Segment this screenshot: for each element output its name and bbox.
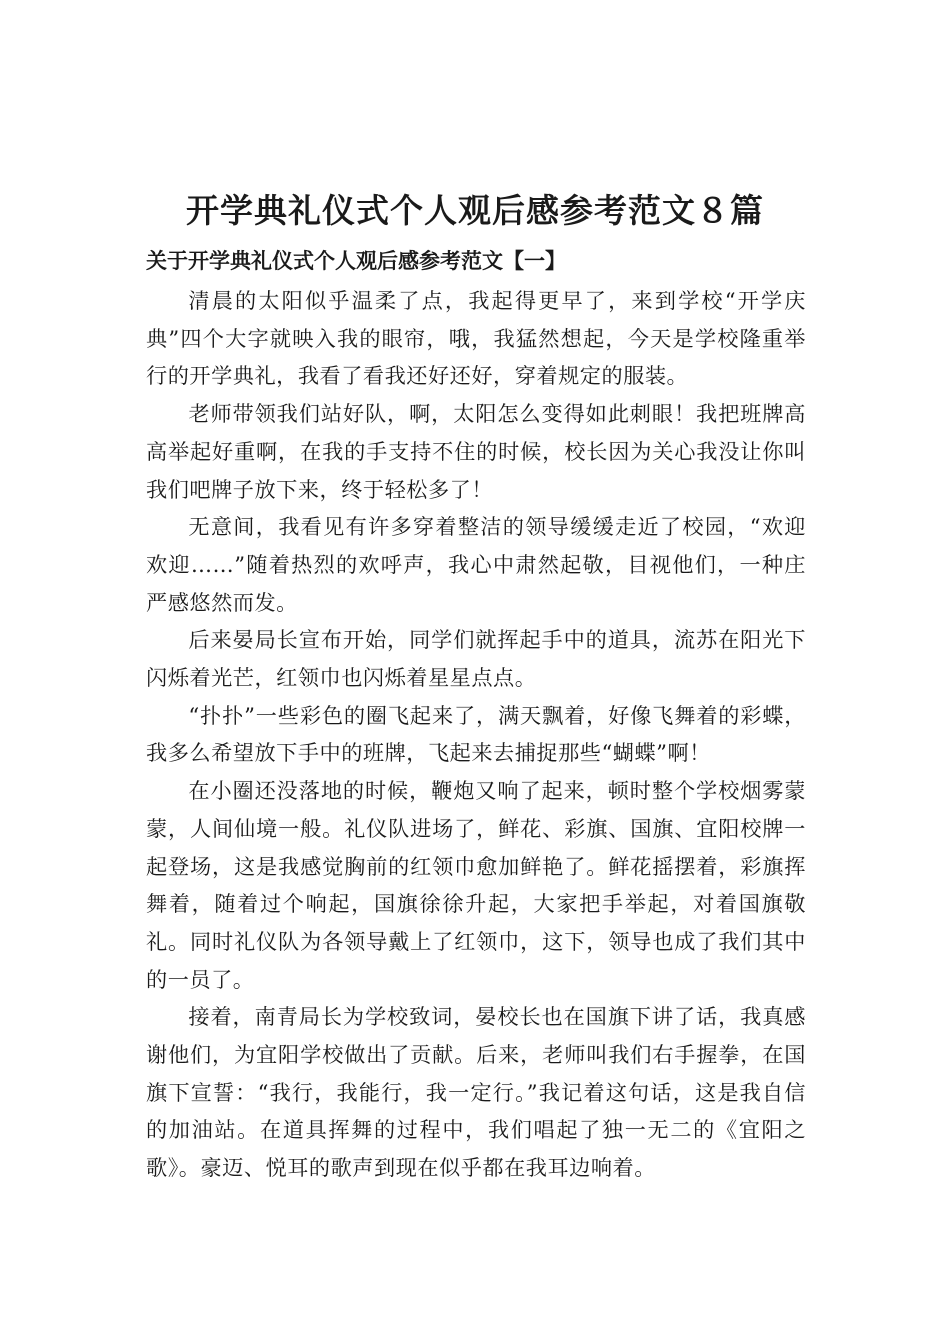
- document-body: [146, 282, 806, 1187]
- paragraph: 在小圈还没落地的时候，鞭炮又响了起来，顿时整个学校烟雾蒙蒙，人间仙境一般。礼仪队进场了，鲜花、彩旗、国旗、宜阳校牌一起登场，这是我感觉胸前的红领巾愈加鲜艳了。鲜花摇摆着，彩旗挥舞着，随着过个响起，国旗徐徐升起，大家把手举起，对着国旗敬礼。同时礼仪队为各领导戴上了红领巾，这下，领导也成了我们其中的一员了。: [146, 778, 806, 992]
- paragraph: 老师带领我们站好队，啊，太阳怎么变得如此刺眼！我把班牌高高举起好重啊，在我的手支持不住的时候，校长因为关心我没让你叫我们吧牌子放下来，终于轻松多了！: [146, 401, 806, 502]
- section-heading: 关于开学典礼仪式个人观后感参考范文【一】: [146, 249, 566, 273]
- document-title: 开学典礼仪式个人观后感参考范文８篇: [186, 191, 764, 230]
- paragraph: 接着，南青局长为学校致词，晏校长也在国旗下讲了话，我真感谢他们，为宜阳学校做出了贡献。后来，老师叫我们右手握拳，在国旗下宣誓：“我行，我能行，我一定行。”我记着这句话，这是我自信的加油站。在道具挥舞的过程中，我们唱起了独一无二的《宜阳之歌》。豪迈、悦耳的歌声到现在似乎都在我耳边响着。: [146, 1004, 806, 1181]
- paragraph: 清晨的太阳似乎温柔了点，我起得更早了，来到学校“开学庆典”四个大字就映入我的眼帘，哦，我猛然想起，今天是学校隆重举行的开学典礼，我看了看我还好还好，穿着规定的服装。: [146, 288, 806, 389]
- paragraph: “扑扑”一些彩色的圈飞起来了，满天飘着，好像飞舞着的彩蝶，我多么希望放下手中的班牌，飞起来去捕捉那些“蝴蝶”啊！: [146, 702, 806, 766]
- paragraph: 无意间，我看见有许多穿着整洁的领导缓缓走近了校园，“欢迎欢迎……”随着热烈的欢呼声，我心中肃然起敬，目视他们，一种庄严感悠然而发。: [146, 514, 806, 615]
- paragraph: 后来晏局长宣布开始，同学们就挥起手中的道具，流苏在阳光下闪烁着光芒，红领巾也闪烁着星星点点。: [146, 627, 806, 691]
